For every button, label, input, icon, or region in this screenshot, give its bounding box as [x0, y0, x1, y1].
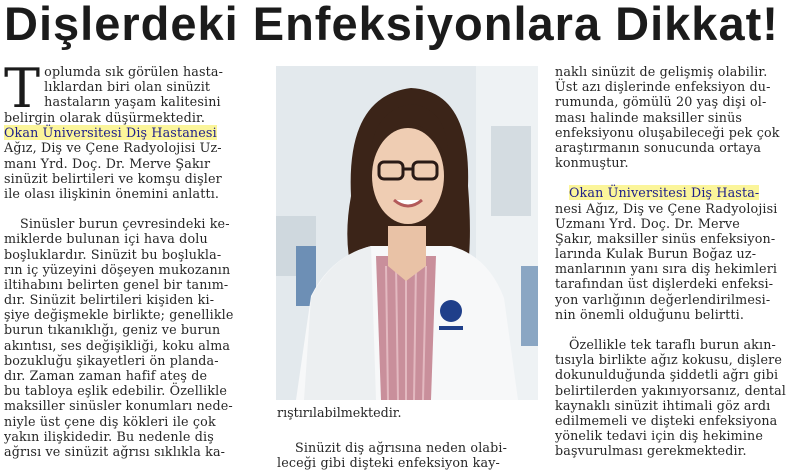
text-line: oplumda sık görülen hasta- [44, 64, 224, 79]
text-line: dır. Zaman zaman hafif ateş de [4, 368, 208, 383]
text-line: Şakır, maksiller sinüs enfeksiyon- [555, 230, 776, 246]
text-line: rın iç yüzeyini döşeyen mukozanın [4, 261, 231, 277]
text-line: dır. Sinüzit belirtileri kişiden ki- [4, 292, 215, 308]
text-line: leceği gibi dişteki enfeksiyon kay- [277, 455, 500, 471]
text-line: hastaların yaşam kalitesini [44, 94, 221, 110]
article-column-1 [4, 57, 266, 459]
text-line: dokunulduğunda şiddetli ağrı gibi [555, 367, 779, 383]
paragraph-1 [555, 64, 800, 170]
text-line: rumunda, gömülü 20 yaş dişi ol- [555, 94, 767, 110]
text-line: kaynaklı sinüzit ihtimali göz ardı [555, 397, 771, 413]
dropcap: T [4, 57, 41, 120]
portrait-photo [276, 66, 538, 400]
text-line: ile olası ilişkinin önemini anlattı. [4, 185, 220, 201]
text-line: enfeksiyonu oluşabileceği pek çok [555, 124, 780, 140]
text-line: bu tabloya eşlik edebilir. Özellikle [4, 383, 228, 399]
text-line: yon varlığının değerlendirilmesi- [555, 291, 771, 307]
text-line: nesi Ağız, Diş ve Çene Radyolojisi [555, 200, 778, 216]
text-line: Üst azı dişlerinde enfeksiyon du- [555, 79, 771, 95]
paragraph-2 [4, 216, 266, 459]
text-line: Sinüzit diş ağrısına neden olabi- [295, 440, 508, 455]
highlight-line [555, 185, 800, 200]
headline: Dişlerdeki Enfeksiyonlara Dikkat! [4, 0, 779, 50]
text-line: şiye değişmekle birlikte; genellikle [4, 307, 234, 323]
photo-caption: rıştırılabilmektedir. [277, 405, 402, 420]
text-line: edilmemeli ve dişteki enfeksiyona [555, 412, 778, 428]
text-line: sinüzit belirtileri ve komşu dişler [4, 170, 222, 186]
text-line: burun tıkanıklığı, geniz ve burun [4, 322, 221, 338]
text-line: iltihabını belirten genel bir tanım- [4, 276, 229, 292]
text-line: ağrısı ve sinüzit ağrısı sıklıkla ka- [4, 443, 226, 459]
text-line: nin önemli olduğunu belirtti. [555, 306, 745, 322]
text-line: larında Kulak Burun Boğaz uz- [555, 246, 757, 262]
highlighted-hospital-name: Okan Üniversitesi Diş Hastanesi [4, 125, 217, 141]
text-line: Ağız, Diş ve Çene Radyolojisi Uz- [4, 140, 222, 156]
text-line: Özellikle tek taraflı burun akın- [569, 337, 776, 352]
text-line: konmuştur. [555, 155, 629, 171]
text-line: bozukluğu şikayetleri ön planda- [4, 352, 219, 368]
article-column-3 [555, 64, 800, 459]
text-line: miklerde bulunan içi hava dolu [4, 231, 208, 247]
text-line: belirgin olarak düşürmektedir. [4, 110, 206, 125]
paragraph-3 [555, 337, 800, 459]
text-line: belirtilerden yakınıyorsanız, dental [555, 382, 786, 398]
text-line: ması halinde maksiller sinüs [555, 109, 743, 125]
text-line: yakın ilişkidedir. Bu nedenle diş [4, 428, 214, 444]
highlight-line [4, 125, 266, 140]
text-line: naklı sinüzit de gelişmiş olabilir. [555, 64, 768, 79]
text-line: maksiller sinüsler konumları nede- [4, 398, 233, 414]
text-line: Sinüsler burun çevresindeki ke- [20, 216, 230, 232]
text-line: yönelik tedavi için diş hekimine [555, 428, 764, 444]
text-line: lıklardan biri olan sinüzit [44, 79, 211, 95]
text-line: araştırmanın sonucunda ortaya [555, 139, 762, 155]
text-line: boşluklardır. Sinüzit bu boşlukla- [4, 246, 222, 262]
text-line: niyle üst çene diş kökleri ile çok [4, 413, 216, 429]
highlighted-hospital-name: Okan Üniversitesi Diş Hasta- [569, 185, 760, 201]
paragraph-2 [555, 201, 800, 323]
text-line: manı Yrd. Doç. Dr. Merve Şakır [4, 155, 211, 171]
text-line: akıntısı, ses değişikliği, koku alma [4, 337, 231, 353]
doctor-portrait-image [276, 66, 538, 400]
text-line: tarafından üst dişlerdeki enfeksi- [555, 276, 774, 292]
text-line: tısıyla birlikte ağız kokusu, dişlere [555, 352, 783, 368]
article-column-2 [277, 440, 539, 470]
text-line: başvurulması gerekmektedir. [555, 443, 747, 459]
text-line: Uzmanı Yrd. Doç. Dr. Merve [555, 215, 740, 231]
text-line: manlarının yanı sıra diş hekimleri [555, 261, 778, 277]
